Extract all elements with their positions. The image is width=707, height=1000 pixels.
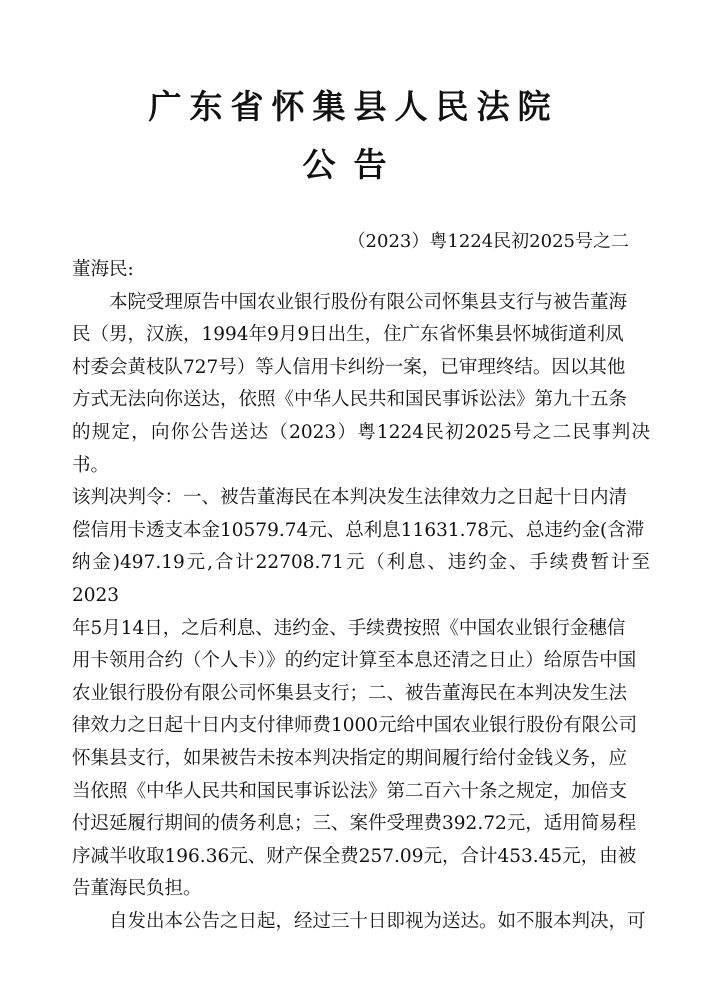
- recipient-name: 董海民:: [72, 259, 134, 280]
- judgment-paragraph: 本院受理原告中国农业银行股份有限公司怀集县支行与被告董海 民（男，汉族，1994年9月9日出生，住广东省怀集县怀城街道利凤 村委会黄枝队727号）等人信用卡纠纷一案，已审理终结。因以其他 方式无法向你送达，依照《中华人民共和国民事诉讼法》第九十五条 的规定，向你公告送达（2023）粤1224民初2025号之二民事判决书。 该判决判令：一、被告董海民在本判决发生法律效力之日起十日内清 偿信用卡透支本金10579.74元、总利息11631.78元、总违约金(含滞 纳金)497.19元,合计22708.71元（利息、违约金、手续费暂计至2023 年5月14日，之后利息、违约金、手续费按照《中国农业银行金穗信 用卡领用合约（个人卡）》的约定计算至本息还清之日止）给原告中国 农业银行股份有限公司怀集县支行；二、被告董海民在本判决发生法 律效力之日起十日内支付律师费1000元给中国农业银行股份有限公司 怀集县支行，如果被告未按本判决指定的期间履行给付金钱义务，应 当依照《中华人民共和国民事诉讼法》第二百六十条之规定，加倍支 付迟延履行期间的债务利息；三、案件受理费392.72元，适用简易程 序减半收取196.36元、财产保全费257.09元，合计453.45元，由被 告董海民负担。: [72, 291, 650, 900]
- document-title: 公告: [302, 145, 405, 184]
- case-number: （2023）粤1224民初2025号之二: [347, 231, 629, 252]
- announcement-body: [72, 254, 650, 938]
- service-notice-paragraph: 自发出本公告之日起，经过三十日即视为送达。如不服本判决，可: [109, 910, 646, 932]
- court-name: 广东省怀集县人民法院: [148, 87, 559, 126]
